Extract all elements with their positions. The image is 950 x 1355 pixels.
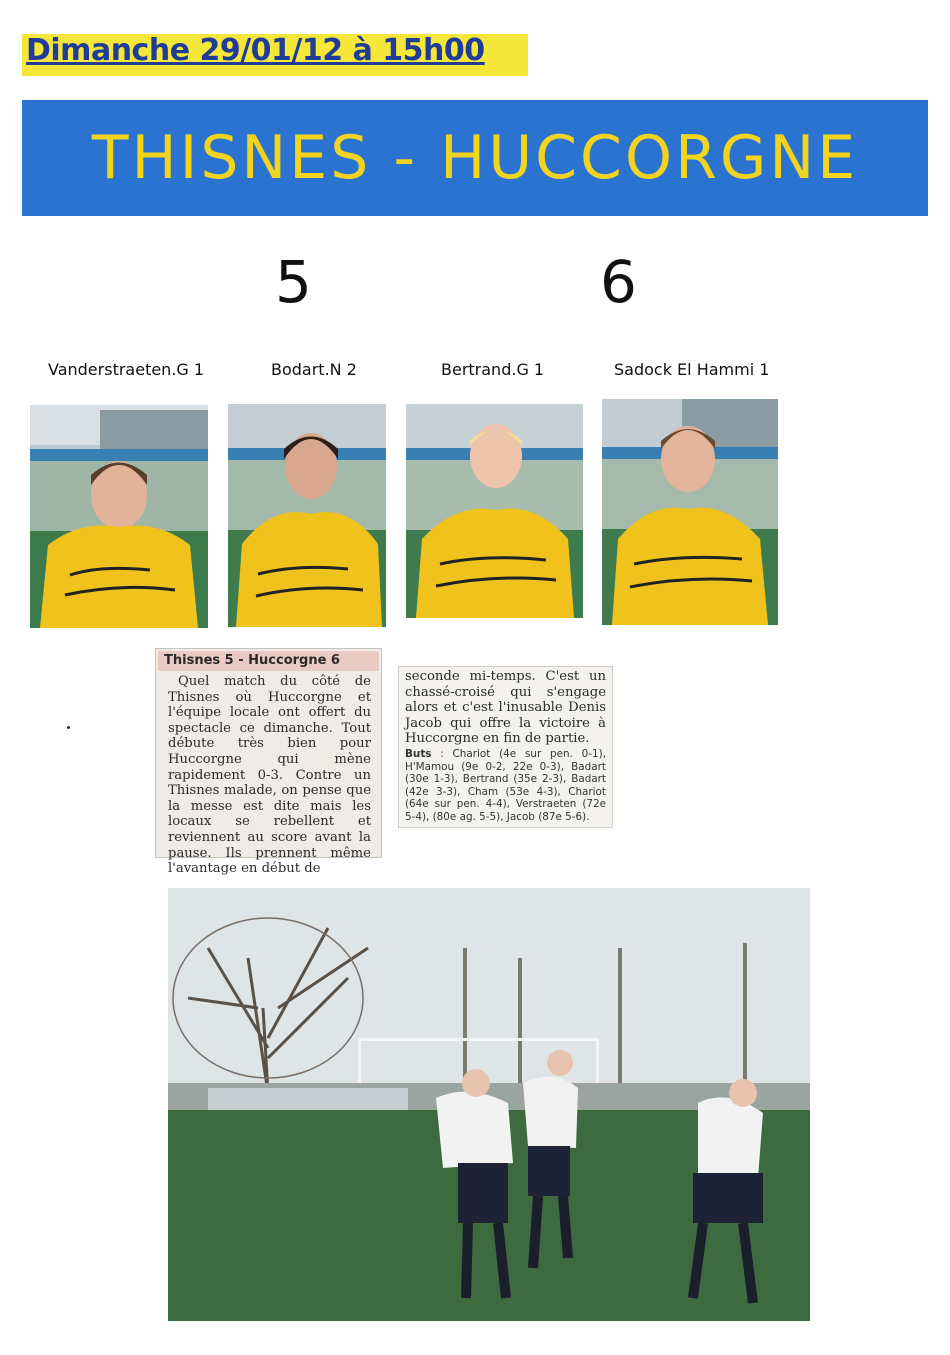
- stray-dot: [67, 726, 70, 729]
- goals-label: Buts: [405, 747, 432, 760]
- article-column-2: [398, 666, 613, 828]
- player-photo-2: [228, 404, 386, 627]
- match-date: Dimanche 29/01/12 à 15h00: [26, 33, 485, 68]
- player-photo-3: [406, 404, 583, 618]
- title-banner: [22, 100, 928, 216]
- player-photo-4: [602, 399, 778, 625]
- score-away: 6: [600, 248, 637, 316]
- player-photo-1: [30, 405, 208, 628]
- article-column-1: [155, 648, 382, 877]
- scorer-label-2: Bodart.N 2: [271, 360, 357, 379]
- article-text-1: Quel match du côté de Thisnes où Huccorgne et l'équipe locale ont offert du spectacle ce dimanche. Tout débute très bien pour Huccorgne qui mène rapidement 0-3. Contre un Thisnes malade, on pense que la messe est dite mais les locaux se rebellent et reviennent au score avant la pause. Ils prennent même l'avantage en début de: [168, 674, 371, 877]
- match-title: THISNES - HUCCORGNE: [91, 123, 859, 193]
- article-text-2: seconde mi-temps. C'est un chassé-croisé qui s'engage alors et c'est l'inusable Denis Jacob qui offre la victoire à Huccorgne en fin de partie.: [405, 669, 606, 747]
- scorer-label-4: Sadock El Hammi 1: [614, 360, 770, 379]
- match-photo: [168, 888, 810, 1321]
- article-goals: [405, 748, 606, 824]
- score-home: 5: [275, 248, 312, 316]
- scorer-label-3: Bertrand.G 1: [441, 360, 545, 379]
- article-headline: Thisnes 5 - Huccorgne 6: [158, 651, 379, 671]
- goals-text: : Chariot (4e sur pen. 0-1), H'Mamou (9e 0-2, 22e 0-3), Badart (30e 1-3), Bertrand (35e 2-3), Badart (42e 3-3), Cham (53e 4-3), Chariot (64e sur pen. 4-4), Verstraeten (72e 5-4), (80e ag. 5-5), Jacob (87e 5-6).: [405, 747, 606, 823]
- scorer-label-1: Vanderstraeten.G 1: [48, 360, 205, 379]
